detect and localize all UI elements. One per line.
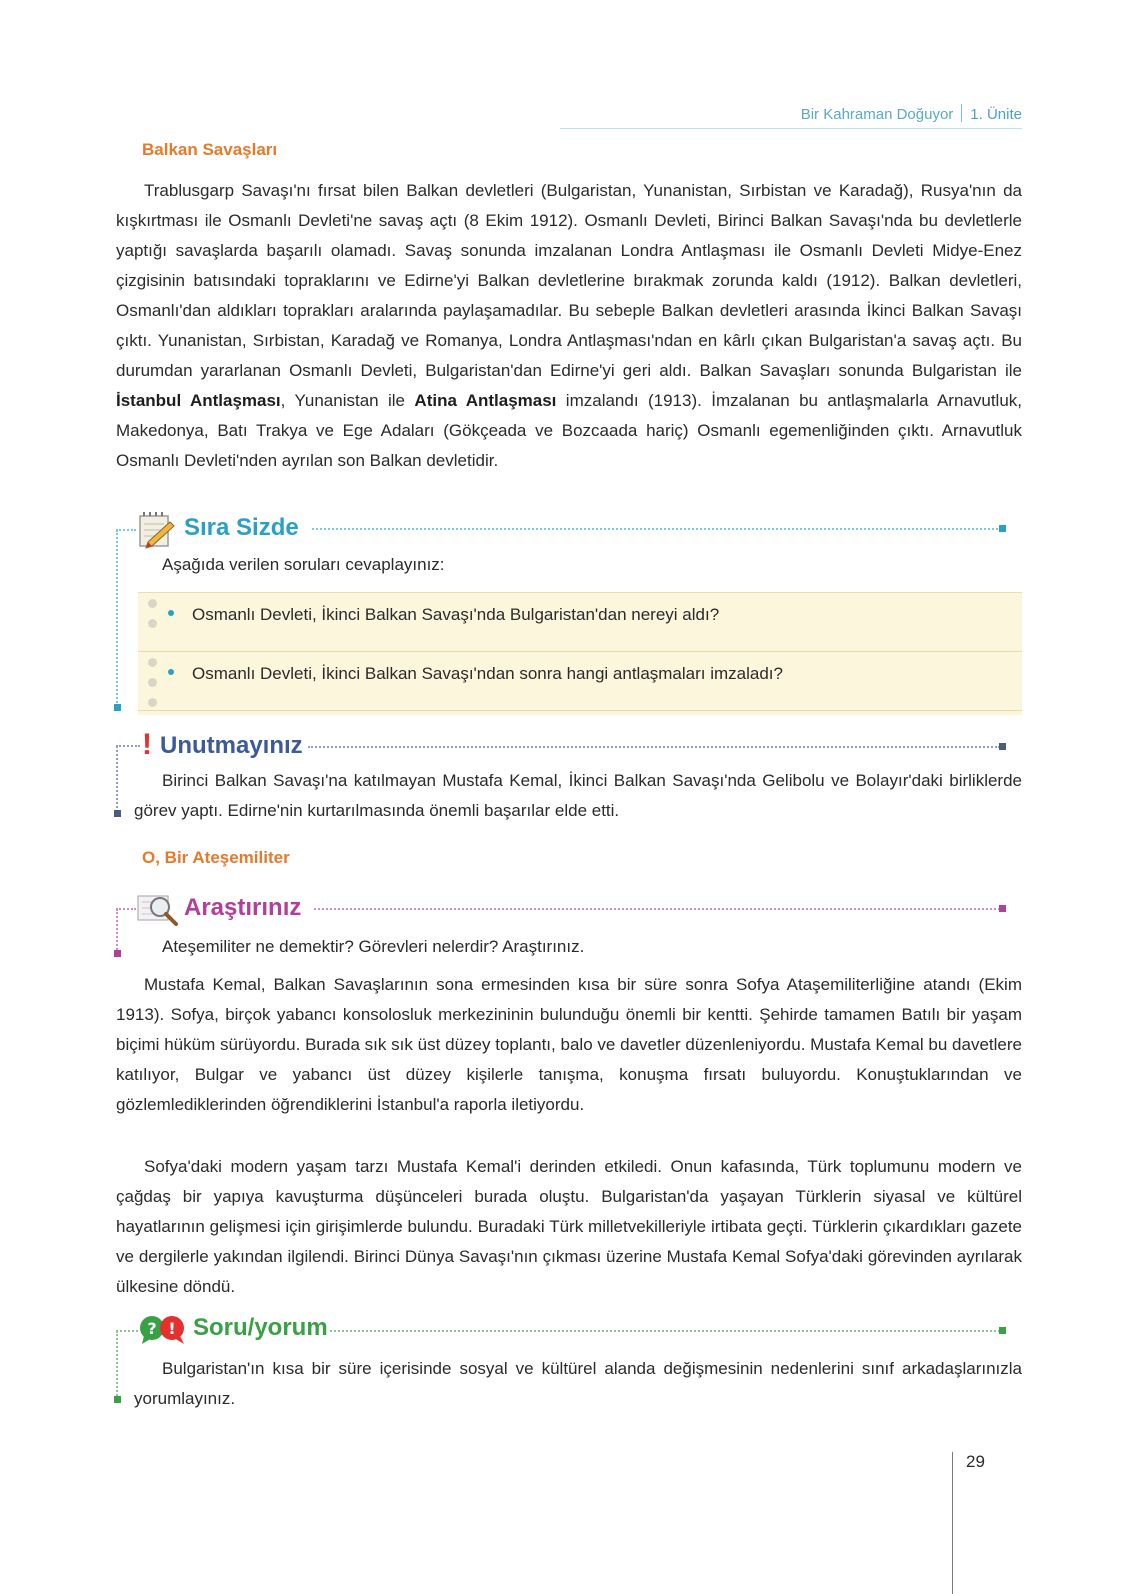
svg-text:?: ?: [147, 1319, 157, 1338]
exclamation-icon: !: [142, 728, 152, 761]
header-rule: [560, 128, 1022, 129]
soru-yorum-title: Soru/yorum: [193, 1314, 328, 1341]
question-text: Osmanlı Devleti, İkinci Balkan Savaşı'ndan sonra hangi antlaşmaları imzaladı?: [192, 664, 783, 683]
unutmayiniz-end-marker: [999, 743, 1006, 750]
bullet-icon: [168, 669, 174, 675]
unit-label: 1. Ünite: [970, 106, 1022, 123]
speech-bubbles-icon: [138, 1314, 188, 1344]
paragraph-balkan-wars: [116, 176, 1022, 476]
sira-sizde-side-rule: [116, 530, 118, 706]
unutmayiniz-left-lead: [116, 745, 140, 747]
unutmayiniz-text: Birinci Balkan Savaşı'na katılmayan Mustafa Kemal, İkinci Balkan Savaşı'nda Gelibolu ve Bolayır'daki birliklerde görev yaptı. Edirne'nin kurtarılmasında önemli başarılar elde etti.: [134, 771, 1022, 820]
list-item: [138, 652, 1022, 711]
unutmayiniz-top-rule: [308, 746, 1000, 748]
paragraph-text: Trablusgarp Savaşı'nı fırsat bilen Balkan devletleri (Bulgaristan, Yunanistan, Sırbistan ve Karadağ), Rusya'nın da kışkırtması ile Osmanlı Devleti'ne savaş açtı (8 Ekim 1912). Osmanlı Devleti, Birinci Balkan Savaşı'nda bu devletlerle yaptığı savaşlarda başarılı olamadı. Savaş sonunda imzalanan Londra Antlaşması ile Osmanlı Devleti Midye-Enez çizgisinin batısındaki topraklarını ve Edirne'yi Balkan devletlerine bırakmak zorunda kaldı (1912). Balkan devletleri, Osmanlı'dan aldıkları toprakları aralarında paylaşamadılar. Bu sebeple Balkan devletleri arasında İkinci Balkan Savaşı çıktı. Yunanistan, Sırbistan, Karadağ ve Romanya, Londra Antlaşması'ndan en kârlı çıkan Bulgaristan'a savaş açtı. Bu durumdan yararlanan Osmanlı Devleti, Bulgaristan'dan Edirne'yi geri aldı. Balkan Savaşları sonunda Bulgaristan ile: [116, 181, 1022, 380]
arastiriniz-side-rule: [116, 909, 118, 953]
unutmayiniz-side-rule: [116, 746, 118, 812]
soru-yorum-text: Bulgaristan'ın kısa bir süre içerisinde sosyal ve kültürel alanda değişmesinin nedenlerini sınıf arkadaşlarınızla yorumlayınız.: [134, 1359, 1022, 1408]
page-number-rule: [952, 1452, 953, 1594]
magnifier-icon: [136, 892, 180, 926]
notepad-pencil-icon: [136, 510, 178, 550]
sira-sizde-title: Sıra Sizde: [184, 514, 299, 541]
soru-yorum-bottom-marker: [114, 1396, 121, 1403]
list-item: [138, 593, 1022, 652]
svg-text:!: !: [168, 1319, 176, 1338]
sira-sizde-end-marker: [999, 525, 1006, 532]
bullet-icon: [168, 610, 174, 616]
soru-yorum-left-lead: [116, 1330, 138, 1332]
question-text: Osmanlı Devleti, İkinci Balkan Savaşı'nda Bulgaristan'dan nereyi aldı?: [192, 605, 720, 624]
unutmayiniz-bottom-marker: [114, 810, 121, 817]
section-title-atesemiliter: O, Bir Ateşemiliter: [142, 848, 290, 867]
arastiriniz-title: Araştırınız: [184, 894, 302, 921]
arastiriniz-text: Ateşemiliter ne demektir? Görevleri nelerdir? Araştırınız.: [162, 937, 585, 956]
section-title-balkan: Balkan Savaşları: [142, 140, 278, 159]
paragraph-sofya-2: Sofya'daki modern yaşam tarzı Mustafa Kemal'i derinden etkiledi. Onun kafasında, Türk toplumunu modern ve çağdaş bir yapıya kavuşturma düşünceleri burada oluştu. Bulgaristan'da yaşayan Türklerin siyasal ve kültürel hayatlarının gelişmesi için girişimlerde bulundu. Buradaki Türk milletvekilleriyle irtibata geçti. Türklerin çıkardıkları gazete ve dergilerle yakından ilgilendi. Birinci Dünya Savaşı'nın çıkması üzerine Mustafa Kemal Sofya'daki görevinden ayrılarak ülkesine döndü.: [116, 1157, 1022, 1296]
unutmayiniz-title: Unutmayınız: [160, 732, 303, 759]
arastiriniz-bottom-marker: [114, 950, 121, 957]
arastiriniz-top-rule: [314, 908, 1000, 910]
soru-yorum-end-marker: [999, 1327, 1006, 1334]
paragraph-text: imzalandı (1913). İmzalanan bu antlaşmalarla Arnavutluk, Makedonya, Batı Trakya ve Ege Adaları (Gökçeada ve Bozcaada hariç) Osmanlı egemenliğinden çıktı. Arnavutluk Osmanlı Devleti'nden ayrılan son Balkan devletidir.: [116, 391, 1022, 470]
arastiriniz-end-marker: [999, 905, 1006, 912]
sira-sizde-top-rule: [312, 528, 1002, 530]
treaty-name: İstanbul Antlaşması: [116, 391, 281, 410]
sira-sizde-intro: Aşağıda verilen soruları cevaplayınız:: [162, 555, 445, 574]
header-separator: [961, 104, 962, 122]
soru-yorum-top-rule: [330, 1330, 1000, 1332]
running-header: [560, 104, 1022, 128]
treaty-name: Atina Antlaşması: [414, 391, 557, 410]
paragraph-sofya-1: Mustafa Kemal, Balkan Savaşlarının sona ermesinden kısa bir süre sonra Sofya Ataşemiliterliğine atandı (Ekim 1913). Sofya, birçok yabancı konsolosluk merkezininin bulunduğu önemli bir kentti. Şehirde tamamen Batılı bir yaşam biçimi hüküm sürüyordu. Burada sık sık üst düzey toplantı, balo ve davetler düzenleniyordu. Mustafa Kemal bu davetlere katılıyor, Bulgar ve yabancı üst düzey kişilerle tanışma, konuşma fırsatı buluyordu. Konuştuklarından ve gözlemlediklerinden öğrendiklerini İstanbul'a raporla iletiyordu.: [116, 975, 1022, 1114]
chapter-title: Bir Kahraman Doğuyor: [800, 106, 954, 123]
sira-sizde-bottom-marker: [114, 704, 121, 711]
notebook-holes: [148, 599, 158, 639]
sira-sizde-left-lead: [116, 529, 136, 531]
page-number: 29: [966, 1452, 985, 1471]
paragraph-text: , Yunanistan ile: [280, 391, 415, 410]
question-list: [138, 592, 1022, 715]
notebook-holes: [148, 658, 158, 718]
soru-yorum-side-rule: [116, 1331, 118, 1399]
arastiriniz-left-lead: [116, 908, 136, 910]
